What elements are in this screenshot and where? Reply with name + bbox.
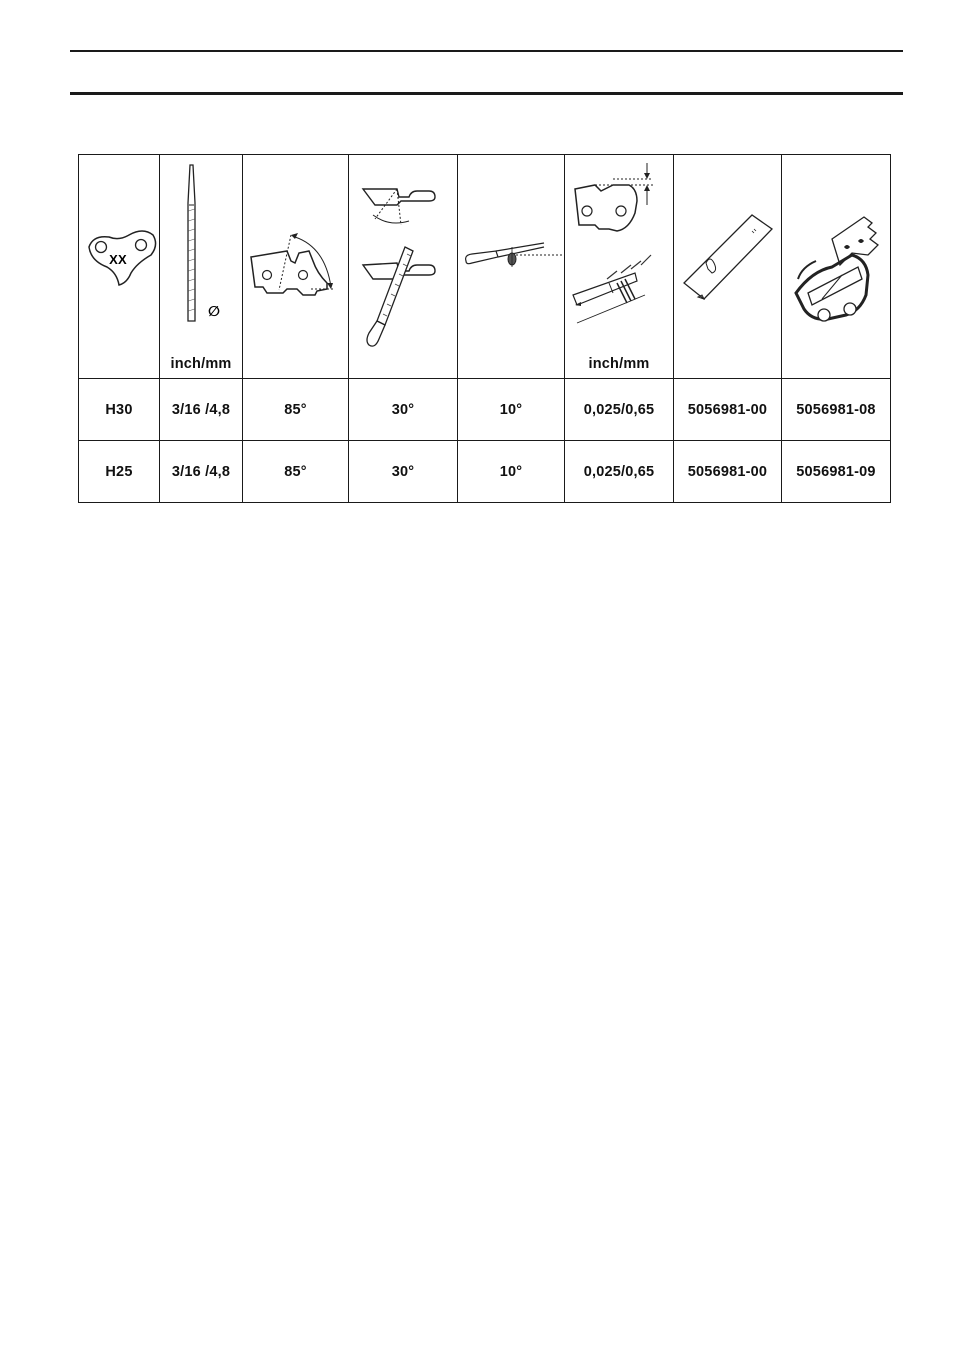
filing-angle-icon (349, 155, 458, 378)
top-plate-angle-cell: 85° (243, 379, 349, 441)
chain-cell: H25 (79, 441, 160, 503)
depth-gauge-setting-icon (565, 155, 674, 378)
chain-cell: H30 (79, 379, 160, 441)
file-unit-label: inch/mm (170, 356, 232, 372)
header-cell-depth-gauge (565, 155, 674, 379)
gauge-part-cell: 5056981-00 (674, 441, 782, 503)
depth-gauge-unit-label: inch/mm (588, 356, 650, 372)
header-cell-top-plate-angle (243, 155, 349, 379)
chain-specification-table (78, 154, 891, 503)
table-row (79, 441, 891, 503)
header-cell-filing-angle (349, 155, 458, 379)
guide-part-cell: 5056981-08 (782, 379, 891, 441)
round-file-icon (160, 155, 243, 378)
filing-angle-cell: 30° (349, 441, 458, 503)
file-holder-tilt-icon (458, 155, 565, 378)
header-rule-top (70, 50, 903, 52)
header-cell-file (160, 155, 243, 379)
top-plate-angle-cell: 85° (243, 441, 349, 503)
header-cell-file-guide (782, 155, 891, 379)
depth-gauge-tool-icon (674, 155, 782, 378)
depth-gauge-cell: 0,025/0,65 (565, 379, 674, 441)
chain-marking-icon (79, 155, 160, 378)
diameter-symbol: ∅ (208, 303, 221, 319)
table-row (79, 379, 891, 441)
file-size-cell: 3/16 /4,8 (160, 379, 243, 441)
illustration-row (79, 155, 891, 379)
header-cell-gauge-tool (674, 155, 782, 379)
filing-angle-cell: 30° (349, 379, 458, 441)
gauge-part-cell: 5056981-00 (674, 379, 782, 441)
depth-gauge-cell: 0,025/0,65 (565, 441, 674, 503)
guide-part-cell: 5056981-09 (782, 441, 891, 503)
top-plate-angle-icon (243, 155, 349, 378)
file-guide-icon (782, 155, 891, 378)
header-cell-chain (79, 155, 160, 379)
tilt-angle-cell: 10° (458, 379, 565, 441)
tilt-angle-cell: 10° (458, 441, 565, 503)
marking-text: XX (109, 252, 127, 267)
file-size-cell: 3/16 /4,8 (160, 441, 243, 503)
header-rule-bottom (70, 92, 903, 95)
header-cell-tilt-angle (458, 155, 565, 379)
